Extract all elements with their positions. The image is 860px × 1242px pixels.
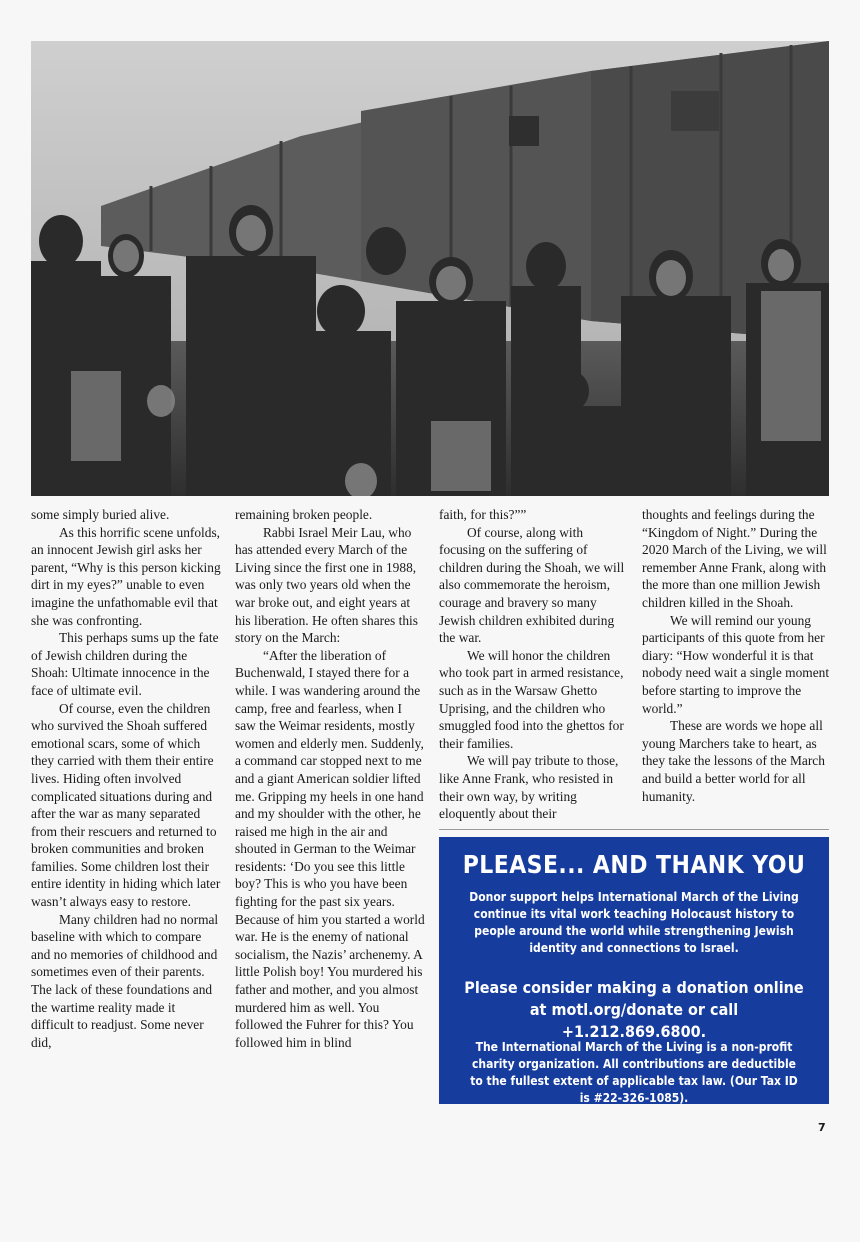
article-paragraph: We will pay tribute to those, like Anne Frank, who resisted in their own way, by writing eloquently about their xyxy=(439,753,619,822)
article-paragraph: We will remind our young participants of this quote from her diary: “How wonderful it is that nobody need wait a single moment before starting to improve the world.” xyxy=(642,612,830,716)
historical-photo-train-platform-icon xyxy=(31,41,829,496)
historical-photo xyxy=(31,41,829,496)
article-paragraph: Many children had no normal baseline with which to compare and no memories of childhood and sometimes even of their parents. The lack of these foundations and the wartime reality made it difficult to readjust. Some never did, xyxy=(31,911,219,1050)
donation-legal-note: The International March of the Living is a non-profit charity organization. All contributions are deductible to the fullest extent of applicable tax law. (Our Tax ID is #22-326-1085). xyxy=(470,1040,798,1105)
article-column-1 xyxy=(31,506,221,1051)
donation-call-to-action: Please consider making a donation online at motl.org/donate or call +1.212.869.6800. xyxy=(464,978,804,1041)
article-paragraph: Of course, even the children who survived the Shoah suffered emotional scars, some of which they carried with them their entire lives. Hiding often involved complicated situations during and after the war as many separated from their rescuers and returned to broken communities and broken families. Some children lost their entire identity in hiding which later wasn’t always easy to restore. xyxy=(31,700,221,910)
donation-heading: PLEASE... AND THANK YOU xyxy=(462,850,806,879)
article-paragraph: As this horrific scene unfolds, an innocent Jewish girl asks her parent, “Why is this person kicking dirt in my eyes?” unable to even imagine the unfathomable evil that she was confronting. xyxy=(31,524,221,628)
donation-box xyxy=(439,837,829,1104)
article-paragraph: This perhaps sums up the fate of Jewish children during the Shoah: Ultimate innocence in the face of ultimate evil. xyxy=(31,630,219,698)
article-paragraph: remaining broken people. xyxy=(235,507,373,522)
article-paragraph: some simply buried alive. xyxy=(31,507,170,522)
article-column-2 xyxy=(235,506,425,1051)
article-paragraph: “After the liberation of Buchenwald, I stayed there for a while. I was wandering around the camp, free and fearless, when I saw the Weimar residents, mostly women and elderly men. Suddenly, a command car stopped next to me and a giant American soldier lifted me. Gripping my heels in one hand and my shoulder with the other, he raised me high in the air and shouted in German to the Weimar residents: ‘Do you see this little boy? This is who you have been fighting for the past six years. Because of him you started a world war. He is the enemy of national socialism, the Nazis’ archenemy. A little Polish boy! You murdered his father and mother, and you almost murdered him as well. You followed the Fuhrer for this? You followed him in blind xyxy=(235,647,425,1050)
article-paragraph: Of course, along with focusing on the suffering of children during the Shoah, we will also commemorate the heroism, courage and bravery so many Jewish children exhibited during the war. xyxy=(439,524,625,646)
article-paragraph: We will honor the children who took part in armed resistance, such as in the Warsaw Ghetto Uprising, and the children who smuggled food into the ghettos for their families. xyxy=(439,647,624,751)
page-number: 7 xyxy=(818,1121,826,1134)
article-paragraph: Rabbi Israel Meir Lau, who has attended every March of the Living since the first one in 1988, was only two years old when the war broke out, and eight years at his liberation. He often shares this story on the March: xyxy=(235,524,418,646)
article-column-3 xyxy=(439,506,629,823)
article-paragraph: These are words we hope all young Marchers take to heart, as they take the lessons of the March and build a better world for all humanity. xyxy=(642,718,825,804)
article-column-4 xyxy=(642,506,832,805)
donation-intro: Donor support helps International March of the Living continue its vital work teaching Holocaust history to people around the world while strengthening Jewish identity and connections to Israel. xyxy=(469,890,799,955)
article-paragraph: faith, for this?”” xyxy=(439,507,527,522)
article-paragraph: thoughts and feelings during the “Kingdom of Night.” During the 2020 March of the Living, we will remember Anne Frank, along with the more than one million Jewish children killed in the Shoah. xyxy=(642,507,827,610)
divider xyxy=(439,829,829,830)
